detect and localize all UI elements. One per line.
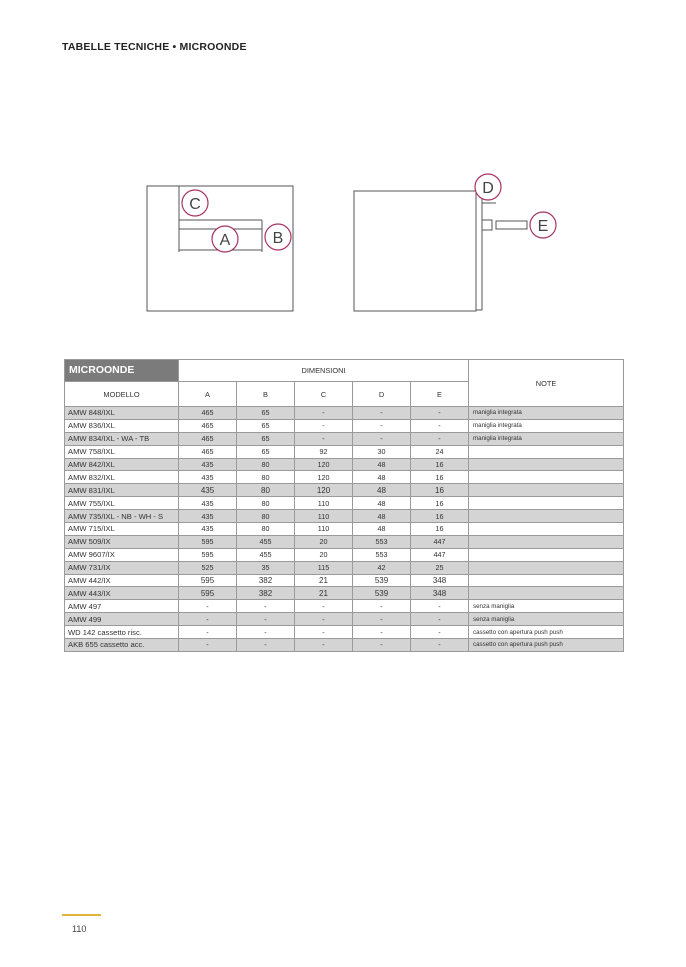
table-row [65,535,624,548]
model-cell: WD 142 cassetto risc. [65,626,179,639]
dimension-a-cell: - [179,600,237,613]
dimension-c-cell: 110 [295,510,353,523]
model-cell: AMW 715/IXL [65,523,179,536]
dimension-diagram [0,0,686,330]
note-cell [469,535,624,548]
table-row [65,497,624,510]
model-cell: AMW 758/IXL [65,445,179,458]
dimension-b-cell: 382 [237,587,295,600]
model-cell: AMW 731/IX [65,561,179,574]
dimension-b-cell: 35 [237,561,295,574]
dimension-c-cell: 115 [295,561,353,574]
note-cell: senza maniglia [469,613,624,626]
dimension-a-cell: 435 [179,497,237,510]
dimension-e-cell: 16 [411,510,469,523]
dimension-c-cell: 110 [295,523,353,536]
model-cell: AMW 443/IX [65,587,179,600]
dimension-e-cell: - [411,626,469,639]
dimension-d-cell: 553 [353,535,411,548]
dimension-a-cell: - [179,626,237,639]
table-row [65,626,624,639]
note-cell [469,484,624,497]
note-cell [469,548,624,561]
dimension-d-cell: - [353,613,411,626]
dimension-d-cell: - [353,626,411,639]
note-cell [469,587,624,600]
column-header-d: D [353,382,411,407]
table-row [65,574,624,587]
dimension-b-cell: - [237,600,295,613]
note-cell: maniglia integrata [469,432,624,445]
table-row [65,548,624,561]
label-d: D [482,180,494,197]
table-row [65,600,624,613]
dimension-c-cell: 120 [295,471,353,484]
dimension-b-cell: 65 [237,419,295,432]
note-cell [469,458,624,471]
notes-column-header: NOTE [469,360,624,407]
dimension-d-cell: 48 [353,523,411,536]
dimension-d-cell: 539 [353,587,411,600]
dimension-e-cell: - [411,600,469,613]
model-cell: AKB 655 cassetto acc. [65,639,179,652]
dimension-b-cell: 455 [237,535,295,548]
dimension-b-cell: 80 [237,497,295,510]
model-cell: AMW 848/IXL [65,407,179,420]
model-cell: AMW 509/IX [65,535,179,548]
table-row [65,445,624,458]
dimension-c-cell: - [295,600,353,613]
dimension-a-cell: 465 [179,432,237,445]
column-header-model: MODELLO [65,382,179,407]
page-number: 110 [72,924,87,934]
dimension-e-cell: - [411,639,469,652]
microwave-spec-table [64,359,624,652]
table-row [65,510,624,523]
dimension-c-cell: - [295,613,353,626]
dimension-d-cell: - [353,639,411,652]
dimension-d-cell: - [353,419,411,432]
table-row [65,458,624,471]
dimension-e-cell: 447 [411,535,469,548]
dimension-a-cell: 595 [179,587,237,600]
model-cell: AMW 9607/IX [65,548,179,561]
dimension-e-cell: 25 [411,561,469,574]
dimension-a-cell: 595 [179,548,237,561]
dimension-a-cell: 435 [179,510,237,523]
dimension-a-cell: 465 [179,407,237,420]
dimension-c-cell: - [295,626,353,639]
dimension-a-cell: 595 [179,535,237,548]
dimension-a-cell: 525 [179,561,237,574]
dimension-b-cell: 80 [237,458,295,471]
column-header-c: C [295,382,353,407]
model-cell: AMW 442/IX [65,574,179,587]
dimension-d-cell: - [353,432,411,445]
dimensions-group-header: DIMENSIONI [179,360,469,382]
note-cell [469,574,624,587]
dimension-b-cell: 80 [237,523,295,536]
dimension-e-cell: 16 [411,471,469,484]
table-row [65,523,624,536]
dimension-a-cell: 435 [179,523,237,536]
dimension-a-cell: 435 [179,458,237,471]
dimension-c-cell: 92 [295,445,353,458]
note-cell [469,510,624,523]
note-cell [469,561,624,574]
dimension-d-cell: - [353,600,411,613]
note-cell: cassetto con apertura push push [469,626,624,639]
dimension-e-cell: 16 [411,484,469,497]
dimension-a-cell: 435 [179,484,237,497]
model-cell: AMW 842/IXL [65,458,179,471]
dimension-d-cell: - [353,407,411,420]
dimension-e-cell: - [411,419,469,432]
table-row [65,484,624,497]
table-row [65,561,624,574]
note-cell [469,471,624,484]
dimension-c-cell: 21 [295,574,353,587]
note-cell: cassetto con apertura push push [469,639,624,652]
dimension-b-cell: 65 [237,445,295,458]
side-view-drawing [354,191,527,311]
table-row [65,432,624,445]
label-b: B [272,230,284,247]
table-body [65,407,624,652]
table-row [65,587,624,600]
dimension-b-cell: - [237,639,295,652]
table-title: MICROONDE [65,360,179,382]
dimension-e-cell: 348 [411,574,469,587]
dimension-c-cell: 110 [295,497,353,510]
table-row [65,471,624,484]
label-e: E [537,218,549,235]
dimension-d-cell: 539 [353,574,411,587]
model-cell: AMW 755/IXL [65,497,179,510]
dimension-a-cell: 595 [179,574,237,587]
table-row [65,639,624,652]
model-cell: AMW 834/IXL - WA - TB [65,432,179,445]
note-cell [469,523,624,536]
dimension-c-cell: 120 [295,458,353,471]
label-c: C [189,196,201,213]
dimension-d-cell: 48 [353,458,411,471]
note-cell [469,445,624,458]
dimension-a-cell: - [179,613,237,626]
dimension-e-cell: - [411,613,469,626]
dimension-d-cell: 48 [353,510,411,523]
column-header-b: B [237,382,295,407]
dimension-d-cell: 48 [353,484,411,497]
dimension-e-cell: 16 [411,497,469,510]
column-header-a: A [179,382,237,407]
model-cell: AMW 831/IXL [65,484,179,497]
dimension-b-cell: 455 [237,548,295,561]
dimension-e-cell: 16 [411,458,469,471]
dimension-c-cell: 120 [295,484,353,497]
dimension-b-cell: 382 [237,574,295,587]
dimension-b-cell: - [237,626,295,639]
dimension-b-cell: 65 [237,407,295,420]
table-row [65,613,624,626]
dimension-e-cell: 348 [411,587,469,600]
note-cell: maniglia integrata [469,407,624,420]
dimension-a-cell: - [179,639,237,652]
table-row [65,407,624,420]
dimension-b-cell: 80 [237,484,295,497]
label-a: A [219,232,231,249]
dimension-d-cell: 48 [353,497,411,510]
dimension-d-cell: 42 [353,561,411,574]
dimension-d-cell: 30 [353,445,411,458]
dimension-c-cell: - [295,419,353,432]
dimension-a-cell: 465 [179,419,237,432]
model-cell: AMW 832/IXL [65,471,179,484]
dimension-e-cell: 16 [411,523,469,536]
dimension-c-cell: 20 [295,548,353,561]
note-cell: maniglia integrata [469,419,624,432]
dimension-c-cell: - [295,639,353,652]
dimension-a-cell: 435 [179,471,237,484]
model-cell: AMW 497 [65,600,179,613]
dimension-b-cell: 65 [237,432,295,445]
dimension-c-cell: - [295,432,353,445]
dimension-e-cell: 447 [411,548,469,561]
dimension-c-cell: 21 [295,587,353,600]
dimension-b-cell: - [237,613,295,626]
dimension-a-cell: 465 [179,445,237,458]
note-cell [469,497,624,510]
dimension-c-cell: - [295,407,353,420]
model-cell: AMW 499 [65,613,179,626]
dimension-e-cell: - [411,407,469,420]
dimension-c-cell: 20 [295,535,353,548]
note-cell: senza maniglia [469,600,624,613]
model-cell: AMW 836/IXL [65,419,179,432]
table-row [65,419,624,432]
footer-accent-rule [62,914,101,916]
dimension-b-cell: 80 [237,510,295,523]
dimension-e-cell: 24 [411,445,469,458]
column-header-e: E [411,382,469,407]
dimension-d-cell: 553 [353,548,411,561]
model-cell: AMW 735/IXL - NB - WH - S [65,510,179,523]
dimension-e-cell: - [411,432,469,445]
page-title: TABELLE TECNICHE • MICROONDE [62,41,247,53]
dimension-d-cell: 48 [353,471,411,484]
dimension-b-cell: 80 [237,471,295,484]
